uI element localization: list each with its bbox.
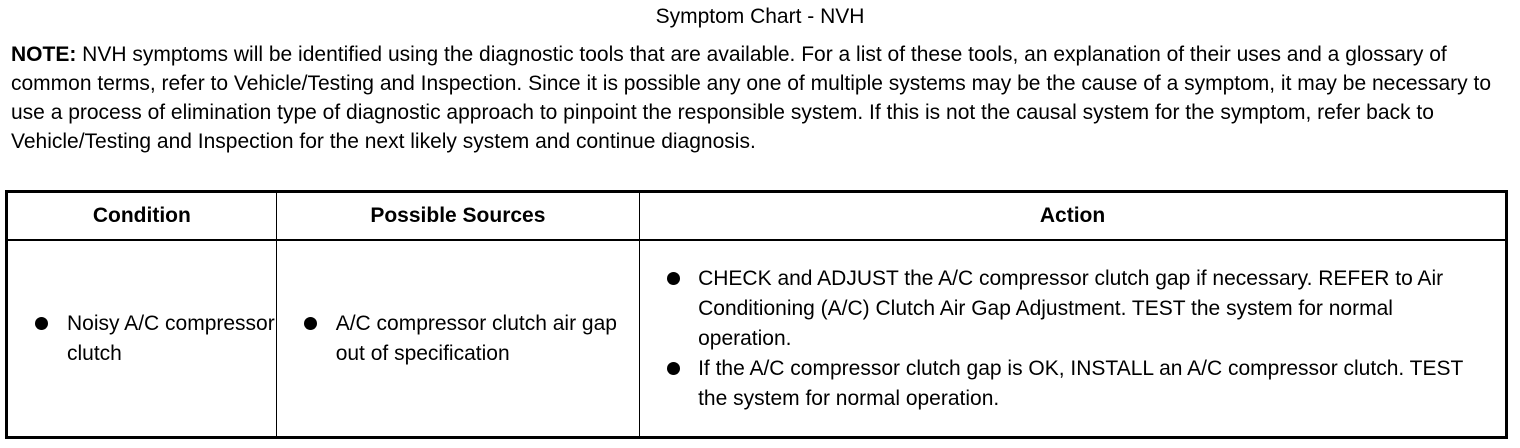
action-cell: [640, 240, 1507, 438]
source-item: A/C compressor clutch air gap out of specification: [277, 309, 639, 369]
table-row: [7, 240, 1507, 438]
header-condition: Condition: [7, 192, 277, 241]
note-text: NVH symptoms will be identified using the diagnostic tools that are available. For a list of these tools, an explanation of their uses and a glossary of common terms, refer to Vehicle/Testing and Inspection. Since it is possible any one of multiple systems may be the cause of a symptom, it may be necessary to use a process of elimination type of diagnostic approach to pinpoint the responsible system. If this is not the causal system for the symptom, refer back to Vehicle/Testing and Inspection for the next likely system and continue diagnosis.: [11, 43, 1492, 153]
source-cell: [276, 240, 639, 438]
note-paragraph: [11, 40, 1511, 156]
condition-item: Noisy A/C compressor clutch: [8, 309, 276, 369]
table-header-row: [7, 192, 1507, 241]
action-item: If the A/C compressor clutch gap is OK, INSTALL an A/C compressor clutch. TEST the system for normal operation.: [640, 354, 1505, 414]
page-title: Symptom Chart - NVH: [655, 5, 865, 28]
header-action: Action: [640, 192, 1507, 241]
condition-cell: [7, 240, 277, 438]
note-label: NOTE:: [11, 43, 77, 66]
header-possible-sources: Possible Sources: [276, 192, 639, 241]
symptom-table: [5, 190, 1508, 439]
action-item: CHECK and ADJUST the A/C compressor clutch gap if necessary. REFER to Air Conditioning (A/C) Clutch Air Gap Adjustment. TEST the system for normal operation.: [640, 264, 1505, 354]
